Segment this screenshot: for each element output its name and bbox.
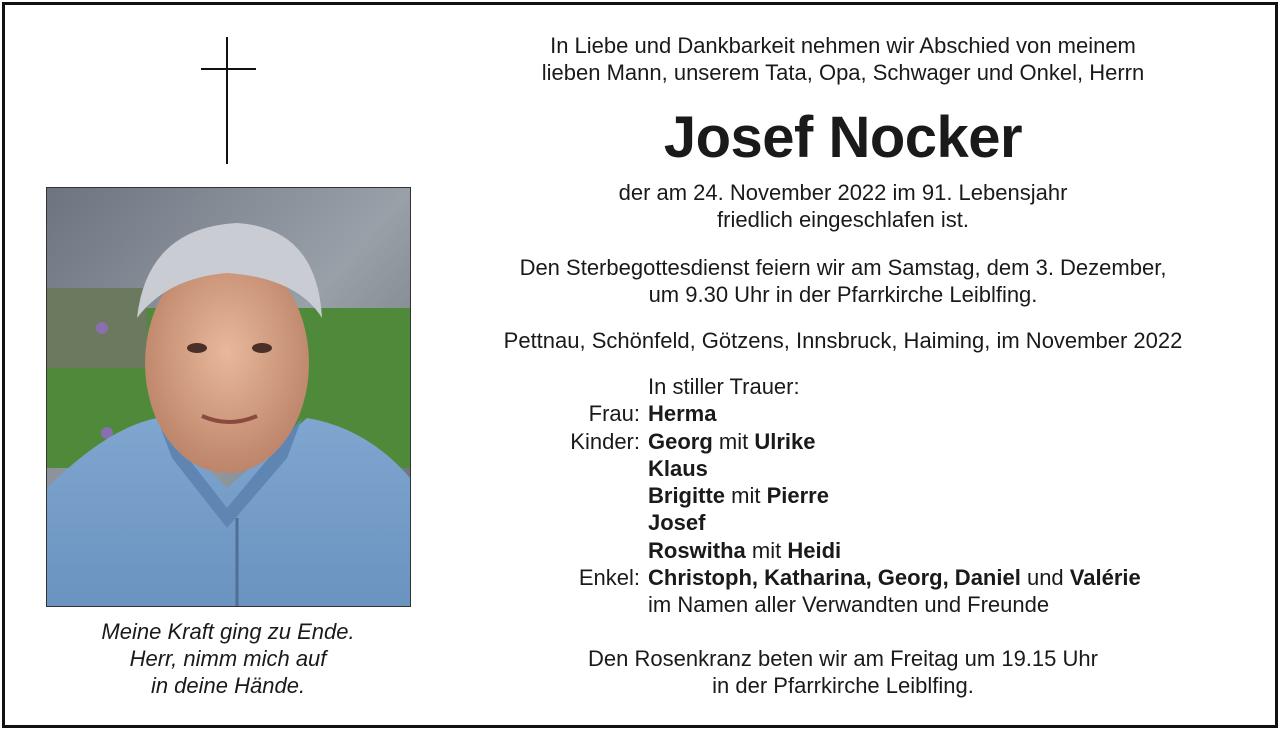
death-line: der am 24. November 2022 im 91. Lebensjahr (618, 180, 1068, 205)
wife-label: Frau: (588, 401, 640, 427)
partner-name: Pierre (766, 483, 829, 509)
child-name: Georg (648, 428, 713, 454)
intro-line: In Liebe und Dankbarkeit nehmen wir Abschied von meinem (550, 33, 1136, 58)
quote-line: Herr, nimm mich auf (129, 646, 327, 671)
child-name: Josef (648, 510, 706, 536)
intro-text (440, 32, 1246, 86)
deceased-name: Josef Nocker (663, 105, 1023, 170)
joiner: mit (712, 428, 755, 454)
rosary-line: in der Pfarrkirche Leiblfing. (712, 673, 974, 698)
joiner: mit (745, 537, 788, 563)
intro-line: lieben Mann, unserem Tata, Opa, Schwager und Onkel, Herrn (541, 60, 1145, 85)
service-text (440, 254, 1246, 308)
family-list (440, 373, 1240, 619)
child-name: Klaus (648, 455, 708, 481)
mourning-heading: In stiller Trauer: (648, 374, 800, 399)
service-line: um 9.30 Uhr in der Pfarrkirche Leiblfing. (648, 282, 1038, 307)
child-name: Roswitha (648, 537, 746, 563)
portrait-photo (46, 187, 411, 607)
child-name: Brigitte (648, 483, 725, 509)
grandchildren-names: Christoph, Katharina, Georg, Daniel (648, 565, 1021, 591)
places-text: Pettnau, Schönfeld, Götzens, Innsbruck, Haiming, im November 2022 (503, 328, 1183, 353)
death-line: friedlich eingeschlafen ist. (717, 207, 969, 232)
wife-name: Herma (648, 401, 717, 427)
service-line: Den Sterbegottesdienst feiern wir am Samstag, dem 3. Dezember, (519, 255, 1167, 280)
grandchild-name: Valérie (1069, 565, 1141, 591)
rosary-text (440, 645, 1246, 699)
death-text (440, 179, 1246, 233)
children-label: Kinder: (570, 428, 640, 454)
joiner: mit (725, 483, 767, 509)
joiner: und (1020, 565, 1070, 591)
quote-line: Meine Kraft ging zu Ende. (101, 619, 355, 644)
others-text: im Namen aller Verwandten und Freunde (648, 592, 1050, 618)
grandchildren-label: Enkel: (578, 565, 640, 591)
partner-name: Heidi (787, 537, 842, 563)
rosary-line: Den Rosenkranz beten wir am Freitag um 19.15 Uhr (588, 646, 1098, 671)
partner-name: Ulrike (754, 428, 816, 454)
quote-line: in deine Hände. (150, 673, 306, 698)
memorial-quote (48, 618, 408, 699)
